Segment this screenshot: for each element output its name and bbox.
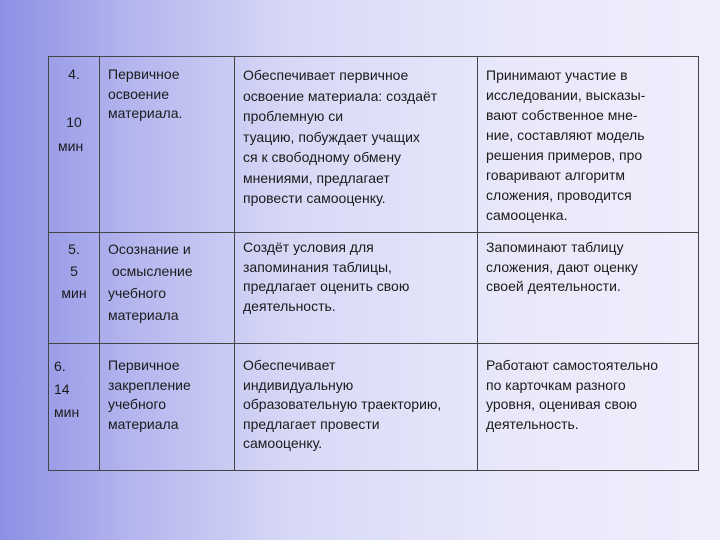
stage-duration: 5 [70, 263, 78, 279]
stage-unit: мин [58, 138, 84, 154]
stage-duration: 14 [54, 381, 70, 397]
text-line: Первичное [108, 66, 180, 82]
column-divider [477, 57, 478, 470]
text-line: учебного [108, 285, 167, 301]
text-line: уровня, оценивая свою [486, 396, 638, 412]
text-line: закрепление [108, 376, 191, 393]
text-line: Обеспечивает [243, 357, 336, 373]
teacher-activity [243, 356, 441, 454]
text-line: Запоминают таблицу [486, 239, 624, 255]
text-line: ся к свободному обмену [243, 149, 402, 165]
text-line: мнениями, предлагает [243, 169, 390, 186]
student-activity [486, 65, 645, 225]
stage-duration: 10 [66, 114, 82, 130]
stage-timing [57, 238, 91, 304]
text-line: проблемную си [243, 108, 344, 124]
teacher-activity [243, 65, 437, 209]
column-divider [234, 57, 235, 470]
text-line: деятельность. [486, 415, 579, 432]
text-line: говаривают алгоритм [486, 167, 626, 183]
text-line: осмысление [108, 263, 193, 279]
text-line: провести самооценку. [243, 190, 386, 206]
text-line: исследовании, высказы- [486, 87, 646, 103]
text-line: туацию, побуждает учащих [243, 128, 420, 145]
stage-unit: мин [54, 404, 80, 420]
text-line: материала [108, 307, 179, 323]
row-divider [49, 343, 698, 344]
stage-timing [54, 355, 79, 424]
student-activity [486, 238, 638, 297]
text-line: сложения, проводится [486, 187, 632, 203]
stage-unit: мин [61, 285, 87, 301]
row-divider [49, 232, 698, 233]
text-line: Осознание и [108, 241, 191, 257]
text-line: освоение материала: создаёт [243, 87, 438, 104]
stage-number: 6. [54, 358, 66, 374]
text-line: Первичное [108, 357, 180, 373]
text-line: самооценку. [243, 435, 323, 451]
stage-name [108, 356, 191, 434]
text-line: материала. [108, 105, 183, 121]
text-line: запоминания таблицы, [243, 258, 392, 275]
student-activity [486, 356, 658, 434]
text-line: сложения, дают оценку [486, 258, 638, 275]
text-line: Обеспечивает первичное [243, 67, 409, 83]
text-line: по карточкам разного [486, 376, 626, 393]
text-line: своей деятельности. [486, 278, 621, 294]
text-line: решения примеров, про [486, 147, 643, 163]
text-line: вают собственное мне- [486, 107, 638, 123]
text-line: самооценка. [486, 207, 568, 223]
stage-number: 4. [68, 66, 80, 82]
stage-name [108, 65, 182, 124]
column-divider [99, 57, 100, 470]
text-line: Создёт условия для [243, 239, 374, 255]
text-line: Принимают участие в [486, 67, 628, 83]
text-line: ние, составляют модель [486, 127, 645, 143]
text-line: предлагает оценить свою [243, 278, 410, 294]
text-line: образовательную траекторию, [243, 396, 442, 412]
text-line: освоение [108, 85, 169, 102]
text-line: Работают самостоятельно [486, 357, 659, 373]
stage-number: 5. [68, 241, 80, 257]
text-line: индивидуальную [243, 376, 354, 393]
lesson-stages-table [48, 56, 699, 471]
text-line: предлагает провести [243, 415, 380, 432]
text-line: учебного [108, 396, 167, 412]
text-line: материала [108, 415, 179, 432]
teacher-activity [243, 238, 409, 316]
text-line: деятельность. [243, 297, 336, 314]
stage-name [108, 238, 193, 326]
